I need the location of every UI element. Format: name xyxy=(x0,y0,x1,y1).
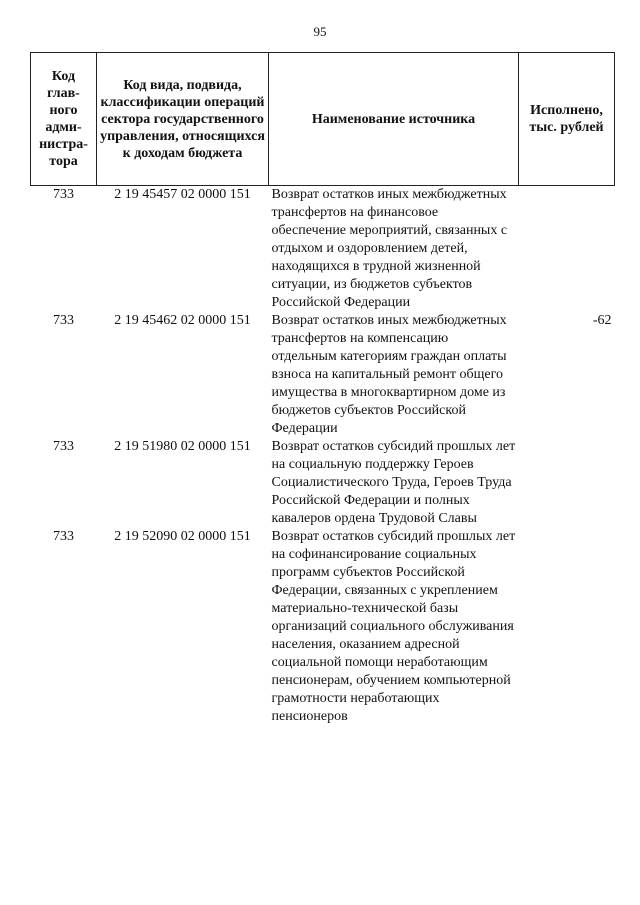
cell-amount xyxy=(519,438,615,528)
cell-kbk: 2 19 52090 02 0000 151 xyxy=(114,529,251,544)
table-row xyxy=(31,438,615,528)
cell-admin-code: 733 xyxy=(53,529,74,544)
cell-kbk: 2 19 45457 02 0000 151 xyxy=(114,187,251,202)
cell-amount: -62 xyxy=(592,313,612,328)
table-row xyxy=(31,186,615,313)
cell-source-name: Возврат остатков субсидий прошлых лет на софинансирование социальных программ субъектов Российской Федерации, связанных с укреплением материально-технической базы организаций социального обслуживания населения, оказанием адресной социальной помощи неработающим пенсионерам, обучением компьютерной грамотности неработающих пенсионеров xyxy=(271,529,516,724)
table-row xyxy=(31,528,615,726)
cell-source-name: Возврат остатков субсидий прошлых лет на социальную поддержку Героев Социалистического Труда, Героев Труда Российской Федерации и полных кавалеров ордена Трудовой Славы xyxy=(271,439,516,526)
cell-admin-code: 733 xyxy=(53,313,74,328)
page-number: 95 xyxy=(313,24,327,39)
cell-source-name: Возврат остатков иных межбюджетных трансфертов на компенсацию отдельным категориям граждан оплаты взноса на капитальный ремонт общего имущества в многоквартирном доме из бюджетов субъектов Российской Федерации xyxy=(271,313,507,436)
cell-admin-code: 733 xyxy=(53,439,74,454)
cell-admin-code: 733 xyxy=(53,187,74,202)
cell-source-name: Возврат остатков иных межбюджетных трансфертов на финансовое обеспечение мероприятий, связанных с отдыхом и оздоровлением детей, находящихся в трудной жизненной ситуации, из бюджетов субъектов Российской Федерации xyxy=(271,187,508,310)
header-admin-code: Код глав-ного адми-нистра-тора xyxy=(31,53,97,186)
cell-amount xyxy=(519,528,615,726)
cell-amount xyxy=(519,186,615,313)
cell-kbk: 2 19 51980 02 0000 151 xyxy=(114,439,251,454)
table-row xyxy=(31,312,615,438)
header-executed: Исполнено, тыс. рублей xyxy=(519,53,615,186)
budget-sources-table xyxy=(30,52,615,726)
header-kbk: Код вида, подвида, классификации операций сектора государственного управления, относящихся к доходам бюджета xyxy=(97,53,269,186)
table-header-row xyxy=(31,53,615,186)
header-source-name: Наименование источника xyxy=(269,53,519,186)
cell-kbk: 2 19 45462 02 0000 151 xyxy=(114,313,251,328)
